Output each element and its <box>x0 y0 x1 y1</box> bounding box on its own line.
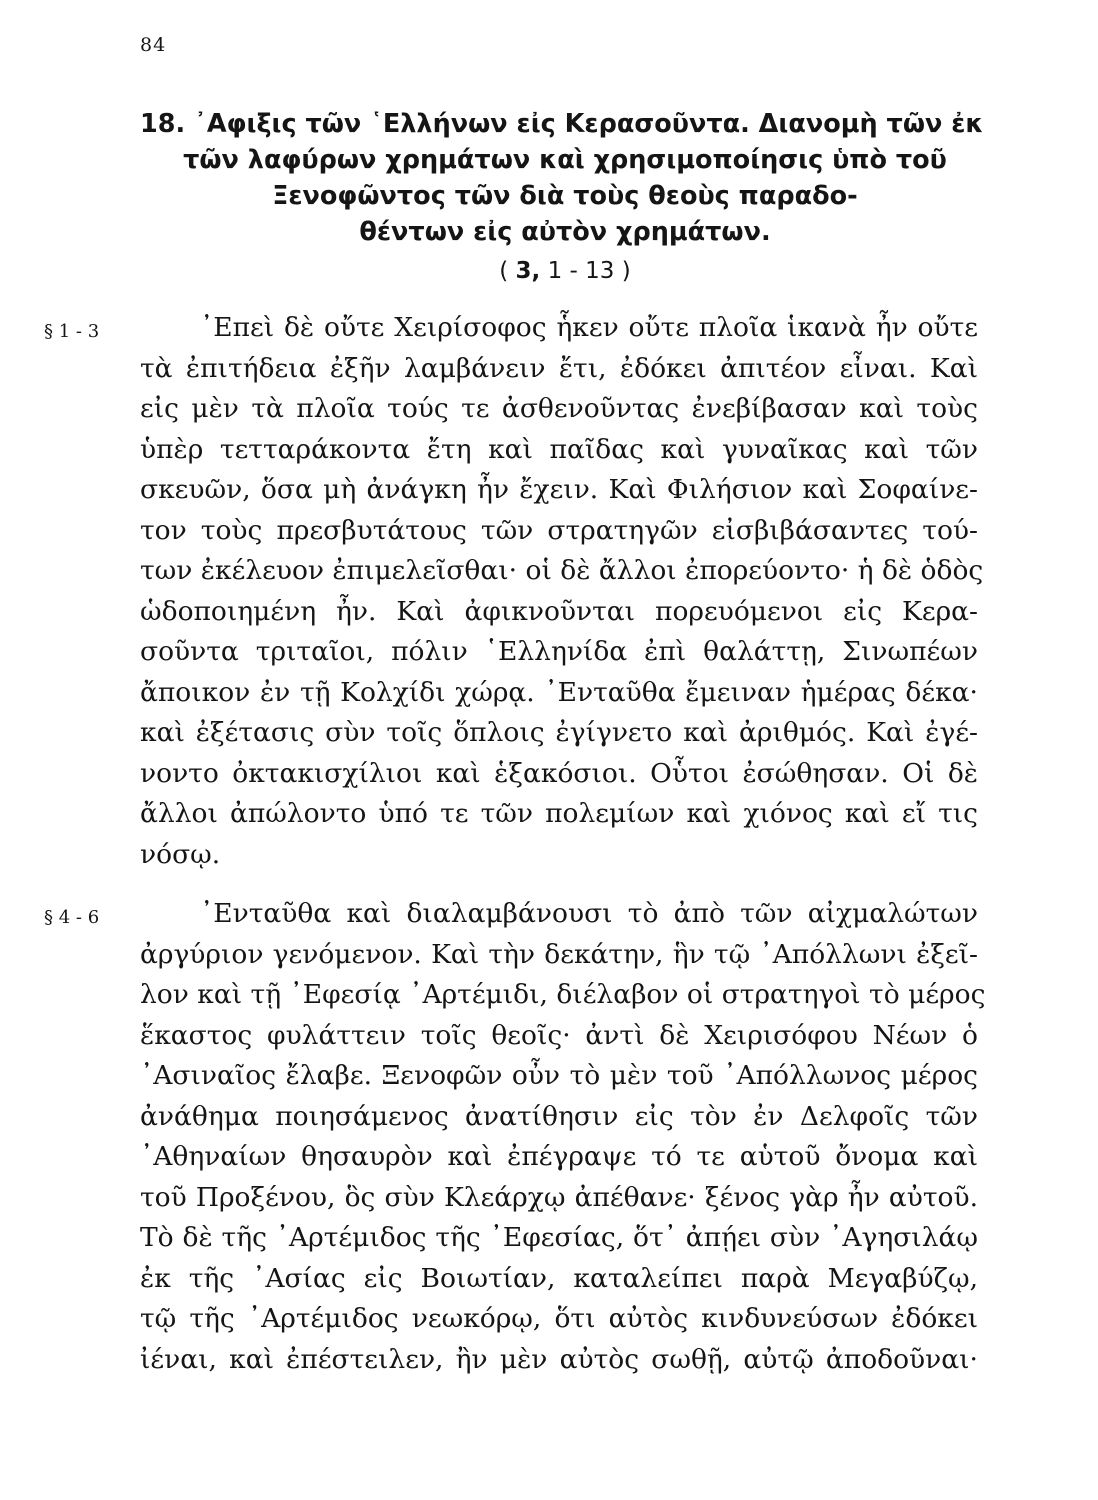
text-line: ἀνάθημα ποιησάμενος ἀνατίθησιν εἰς τὸν ἐν Δελφοῖς τῶν <box>140 1100 978 1132</box>
section-marker: § 4 - 6 <box>44 907 100 928</box>
text-line: ᾿Ασιναῖος ἔλαβε. Ξενοφῶν οὖν τὸ μὲν τοῦ ᾿Απόλλωνος μέρος <box>140 1060 978 1091</box>
heading-line-4: θέντων εἰς αὐτὸν χρημάτων. <box>359 217 771 247</box>
text-line: ᾿Αθηναίων θησαυρὸν καὶ ἐπέγραψε τό τε αὑτοῦ ὄνομα καὶ <box>140 1141 978 1172</box>
text-line: ᾿Επεὶ δὲ οὔτε Χειρίσοφος ἧκεν οὔτε πλοῖα ἱκανὰ ἦν οὔτε <box>200 312 978 343</box>
section-marker: § 1 - 3 <box>44 321 100 342</box>
text-line: ἀργύριον γενόμενον. Καὶ τὴν δεκάτην, ἣν τῷ ᾿Απόλλωνι ἐξεῖ- <box>140 938 978 970</box>
heading-line-1: 18. ᾿Αφιξις τῶν ῾Ελλήνων εἰς Κερασοῦντα. Διανομὴ τῶν ἐκ <box>140 109 984 139</box>
passage-reference: ( 3, 1 - 13 ) <box>499 258 631 284</box>
text-line: ὑπὲρ τετταράκοντα ἔτη καὶ παῖδας καὶ γυναῖκας καὶ τῶν <box>140 433 978 465</box>
text-line: εἰς μὲν τὰ πλοῖα τούς τε ἀσθενοῦντας ἐνεβίβασαν καὶ τοὺς <box>140 393 978 424</box>
text-line: Τὸ δὲ τῆς ᾿Αρτέμιδος τῆς ᾿Εφεσίας, ὅτ᾿ ἀπῄει σὺν ᾿Αγησιλάῳ <box>140 1222 978 1253</box>
paragraph-section-4-6 <box>140 894 986 1380</box>
text-line: ἐκ τῆς ᾿Ασίας εἰς Βοιωτίαν, καταλείπει παρὰ Μεγαβύζῳ, <box>140 1262 978 1294</box>
text-line: τοῦ Προξένου, ὃς σὺν Κλεάρχῳ ἀπέθανε· ξένος γὰρ ἦν αὐτοῦ. <box>140 1181 978 1213</box>
text-line: σκευῶν, ὅσα μὴ ἀνάγκη ἦν ἔχειν. Καὶ Φιλήσιον καὶ Σοφαίνε- <box>140 474 978 505</box>
text-line: ἄλλοι ἀπώλοντο ὑπό τε τῶν πολεμίων καὶ χιόνος καὶ εἴ τις <box>140 798 978 829</box>
text-line: λον καὶ τῇ ᾿Εφεσίᾳ ᾿Αρτέμιδι, διέλαβον οἱ στρατηγοὶ τὸ μέρος <box>140 979 986 1010</box>
text-line: ἕκαστος φυλάττειν τοῖς θεοῖς· ἀντὶ δὲ Χειρισόφου Νέων ὁ <box>140 1019 978 1051</box>
text-line: καὶ ἐξέτασις σὺν τοῖς ὅπλοις ἐγίγνετο καὶ ἀριθμός. Καὶ ἐγέ- <box>140 717 978 748</box>
paragraph-section-1-3 <box>140 308 984 875</box>
text-line: τῷ τῆς ᾿Αρτέμιδος νεωκόρῳ, ὅτι αὐτὸς κινδυνεύσων ἐδόκει <box>140 1303 978 1334</box>
text-line: ἄποικον ἐν τῇ Κολχίδι χώρᾳ. ᾿Ενταῦθα ἔμειναν ἡμέρας δέκα· <box>140 676 978 708</box>
chapter-number: 18. <box>140 109 186 139</box>
chapter-heading <box>140 106 990 250</box>
text-line: ᾿Ενταῦθα καὶ διαλαμβάνουσι τὸ ἀπὸ τῶν αἰχμαλώτων <box>200 898 978 929</box>
text-line: νόσῳ. <box>140 838 221 870</box>
text-line: τον τοὺς πρεσβυτάτους τῶν στρατηγῶν εἰσβιβάσαντες τού- <box>140 514 978 546</box>
text-line: τὰ ἐπιτήδεια ἐξῆν λαμβάνειν ἔτι, ἐδόκει ἀπιτέον εἶναι. Καὶ <box>140 352 978 384</box>
page-number: 84 <box>140 34 167 56</box>
text-line: των ἐκέλευον ἐπιμελεῖσθαι· οἱ δὲ ἄλλοι ἐπορεύοντο· ἡ δὲ ὁδὸς <box>140 555 984 586</box>
text-line: νοντο ὀκτακισχίλιοι καὶ ἑξακόσιοι. Οὗτοι ἐσώθησαν. Οἱ δὲ <box>140 757 978 789</box>
text-line: ὡδοποιημένη ἦν. Καὶ ἀφικνοῦνται πορευόμενοι εἰς Κερα- <box>140 595 978 627</box>
heading-line-3: Ξενοφῶντος τῶν διὰ τοὺς θεοὺς παραδο- <box>272 181 858 211</box>
text-line: ἰέναι, καὶ ἐπέστειλεν, ἢν μὲν αὐτὸς σωθῇ, αὐτῷ ἀποδοῦναι· <box>140 1343 978 1375</box>
heading-line-2: τῶν λαφύρων χρημάτων καὶ χρησιμοποίησις ὑπὸ τοῦ <box>183 145 947 175</box>
text-line: σοῦντα τριταῖοι, πόλιν ῾Ελληνίδα ἐπὶ θαλάττῃ, Σινωπέων <box>140 636 978 667</box>
